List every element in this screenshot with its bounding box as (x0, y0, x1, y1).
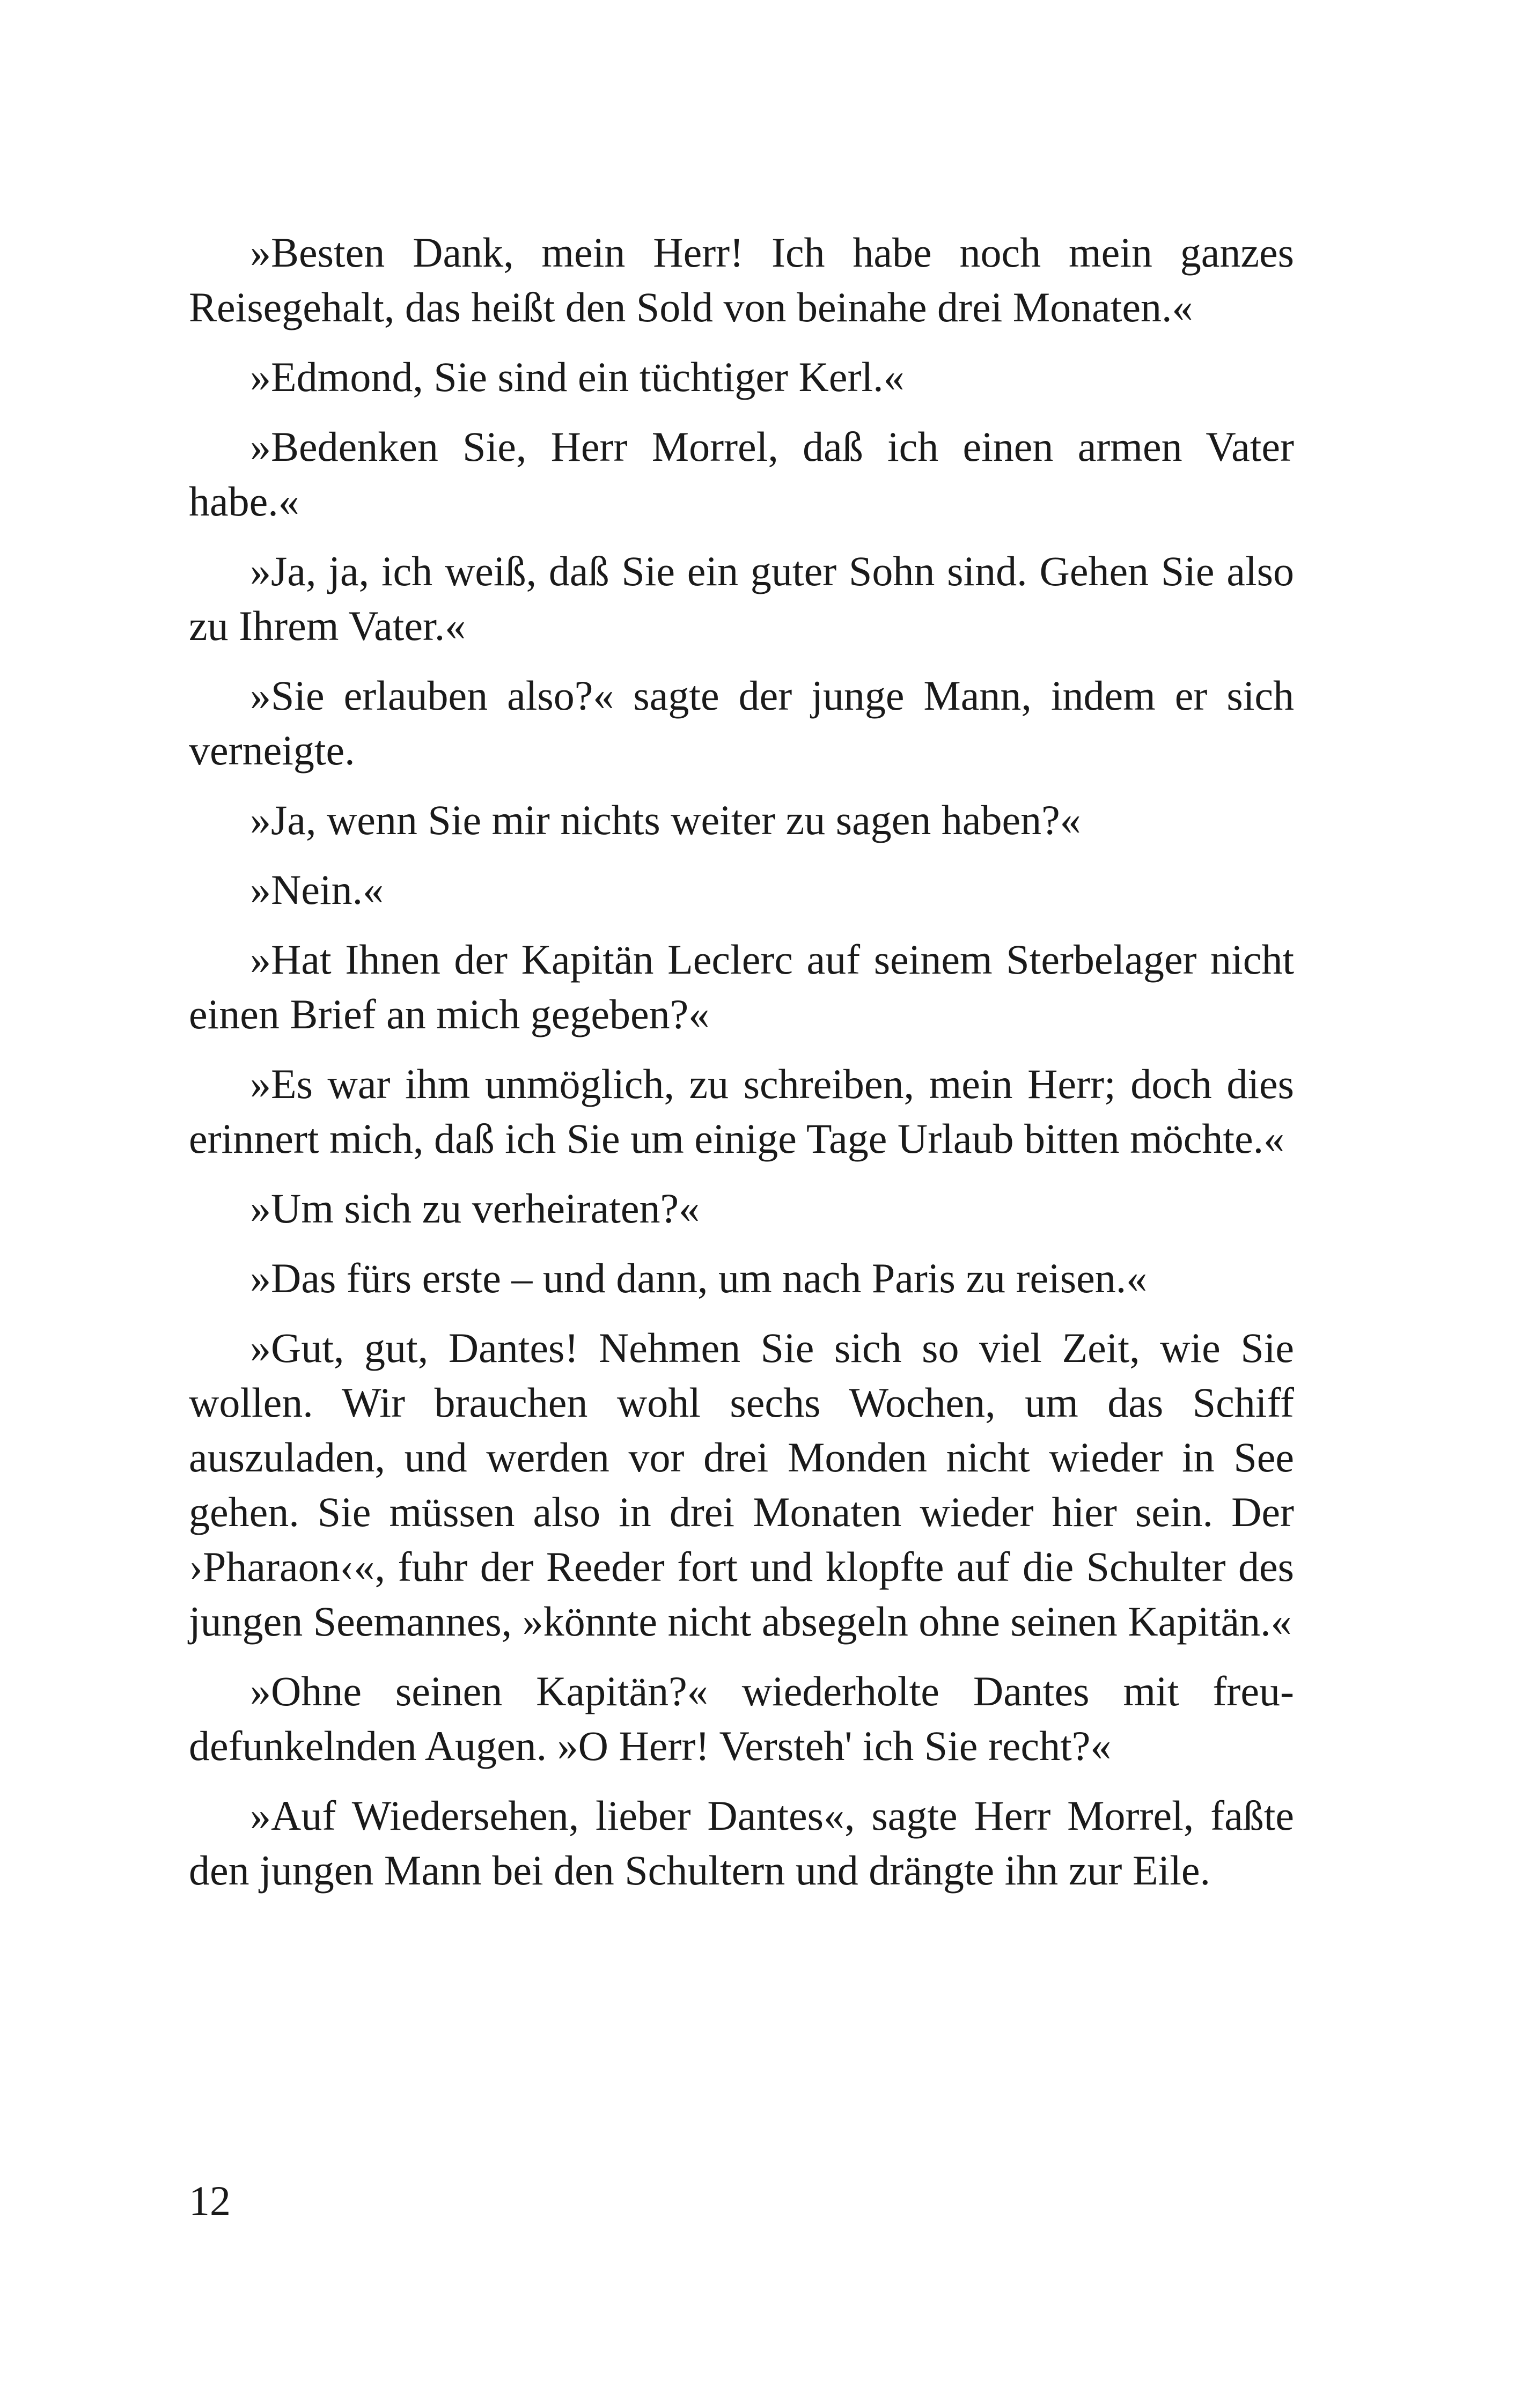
paragraph: »Gut, gut, Dantes! Nehmen Sie sich so viel Zeit, wie Sie wollen. Wir brauchen wohl sechs Wochen, um das Schiff auszuladen, und werden vor drei Monden nicht wieder in See gehen. Sie müssen also in drei Monaten wieder hier sein. Der ›Pharaon‹«, fuhr der Reeder fort und klopfte auf die Schulter des jungen Seemannes, »könnte nicht absegeln ohne seinen Kapitän.« (189, 1324, 1294, 1645)
paragraph: »Nein.« (250, 866, 384, 913)
paragraph: »Um sich zu verheiraten?« (250, 1185, 700, 1232)
paragraph: »Ja, ja, ich weiß, daß Sie ein guter Sohn sind. Gehen Sie also zu Ihrem Vater.« (189, 548, 1294, 649)
paragraph: »Hat Ihnen der Kapitän Leclerc auf seinem Sterbelager nicht einen Brief an mich gegeben?« (189, 936, 1294, 1037)
paragraph: »Sie erlauben also?« sagte der junge Mann, indem er sich verneigte. (189, 672, 1294, 774)
paragraph: »Das fürs erste – und dann, um nach Paris zu reisen.« (250, 1255, 1148, 1301)
paragraph: »Auf Wiedersehen, lieber Dantes«, sagte Herr Morrel, faßte den jungen Mann bei den Schultern und drängte ihn zur Eile. (189, 1792, 1294, 1894)
paragraph: »Ja, wenn Sie mir nichts weiter zu sagen haben?« (250, 797, 1081, 843)
paragraph: »Es war ihm unmöglich, zu schreiben, mein Herr; doch dies erinnert mich, daß ich Sie um einige Tage Urlaub bitten möchte.« (189, 1061, 1294, 1162)
paragraph: »Edmond, Sie sind ein tüchtiger Kerl.« (250, 354, 905, 400)
paragraph: »Ohne seinen Kapitän?« wiederholte Dantes mit freudefunkelnden Augen. »O Herr! Versteh' ich Sie recht?« (189, 1668, 1294, 1769)
paragraph: »Besten Dank, mein Herr! Ich habe noch mein ganzes Reisegehalt, das heißt den Sold von beinahe drei Monaten.« (189, 229, 1294, 330)
body-text (189, 225, 1294, 1913)
paragraph: »Bedenken Sie, Herr Morrel, daß ich einen armen Vater habe.« (189, 423, 1294, 525)
page-number: 12 (189, 2177, 231, 2224)
